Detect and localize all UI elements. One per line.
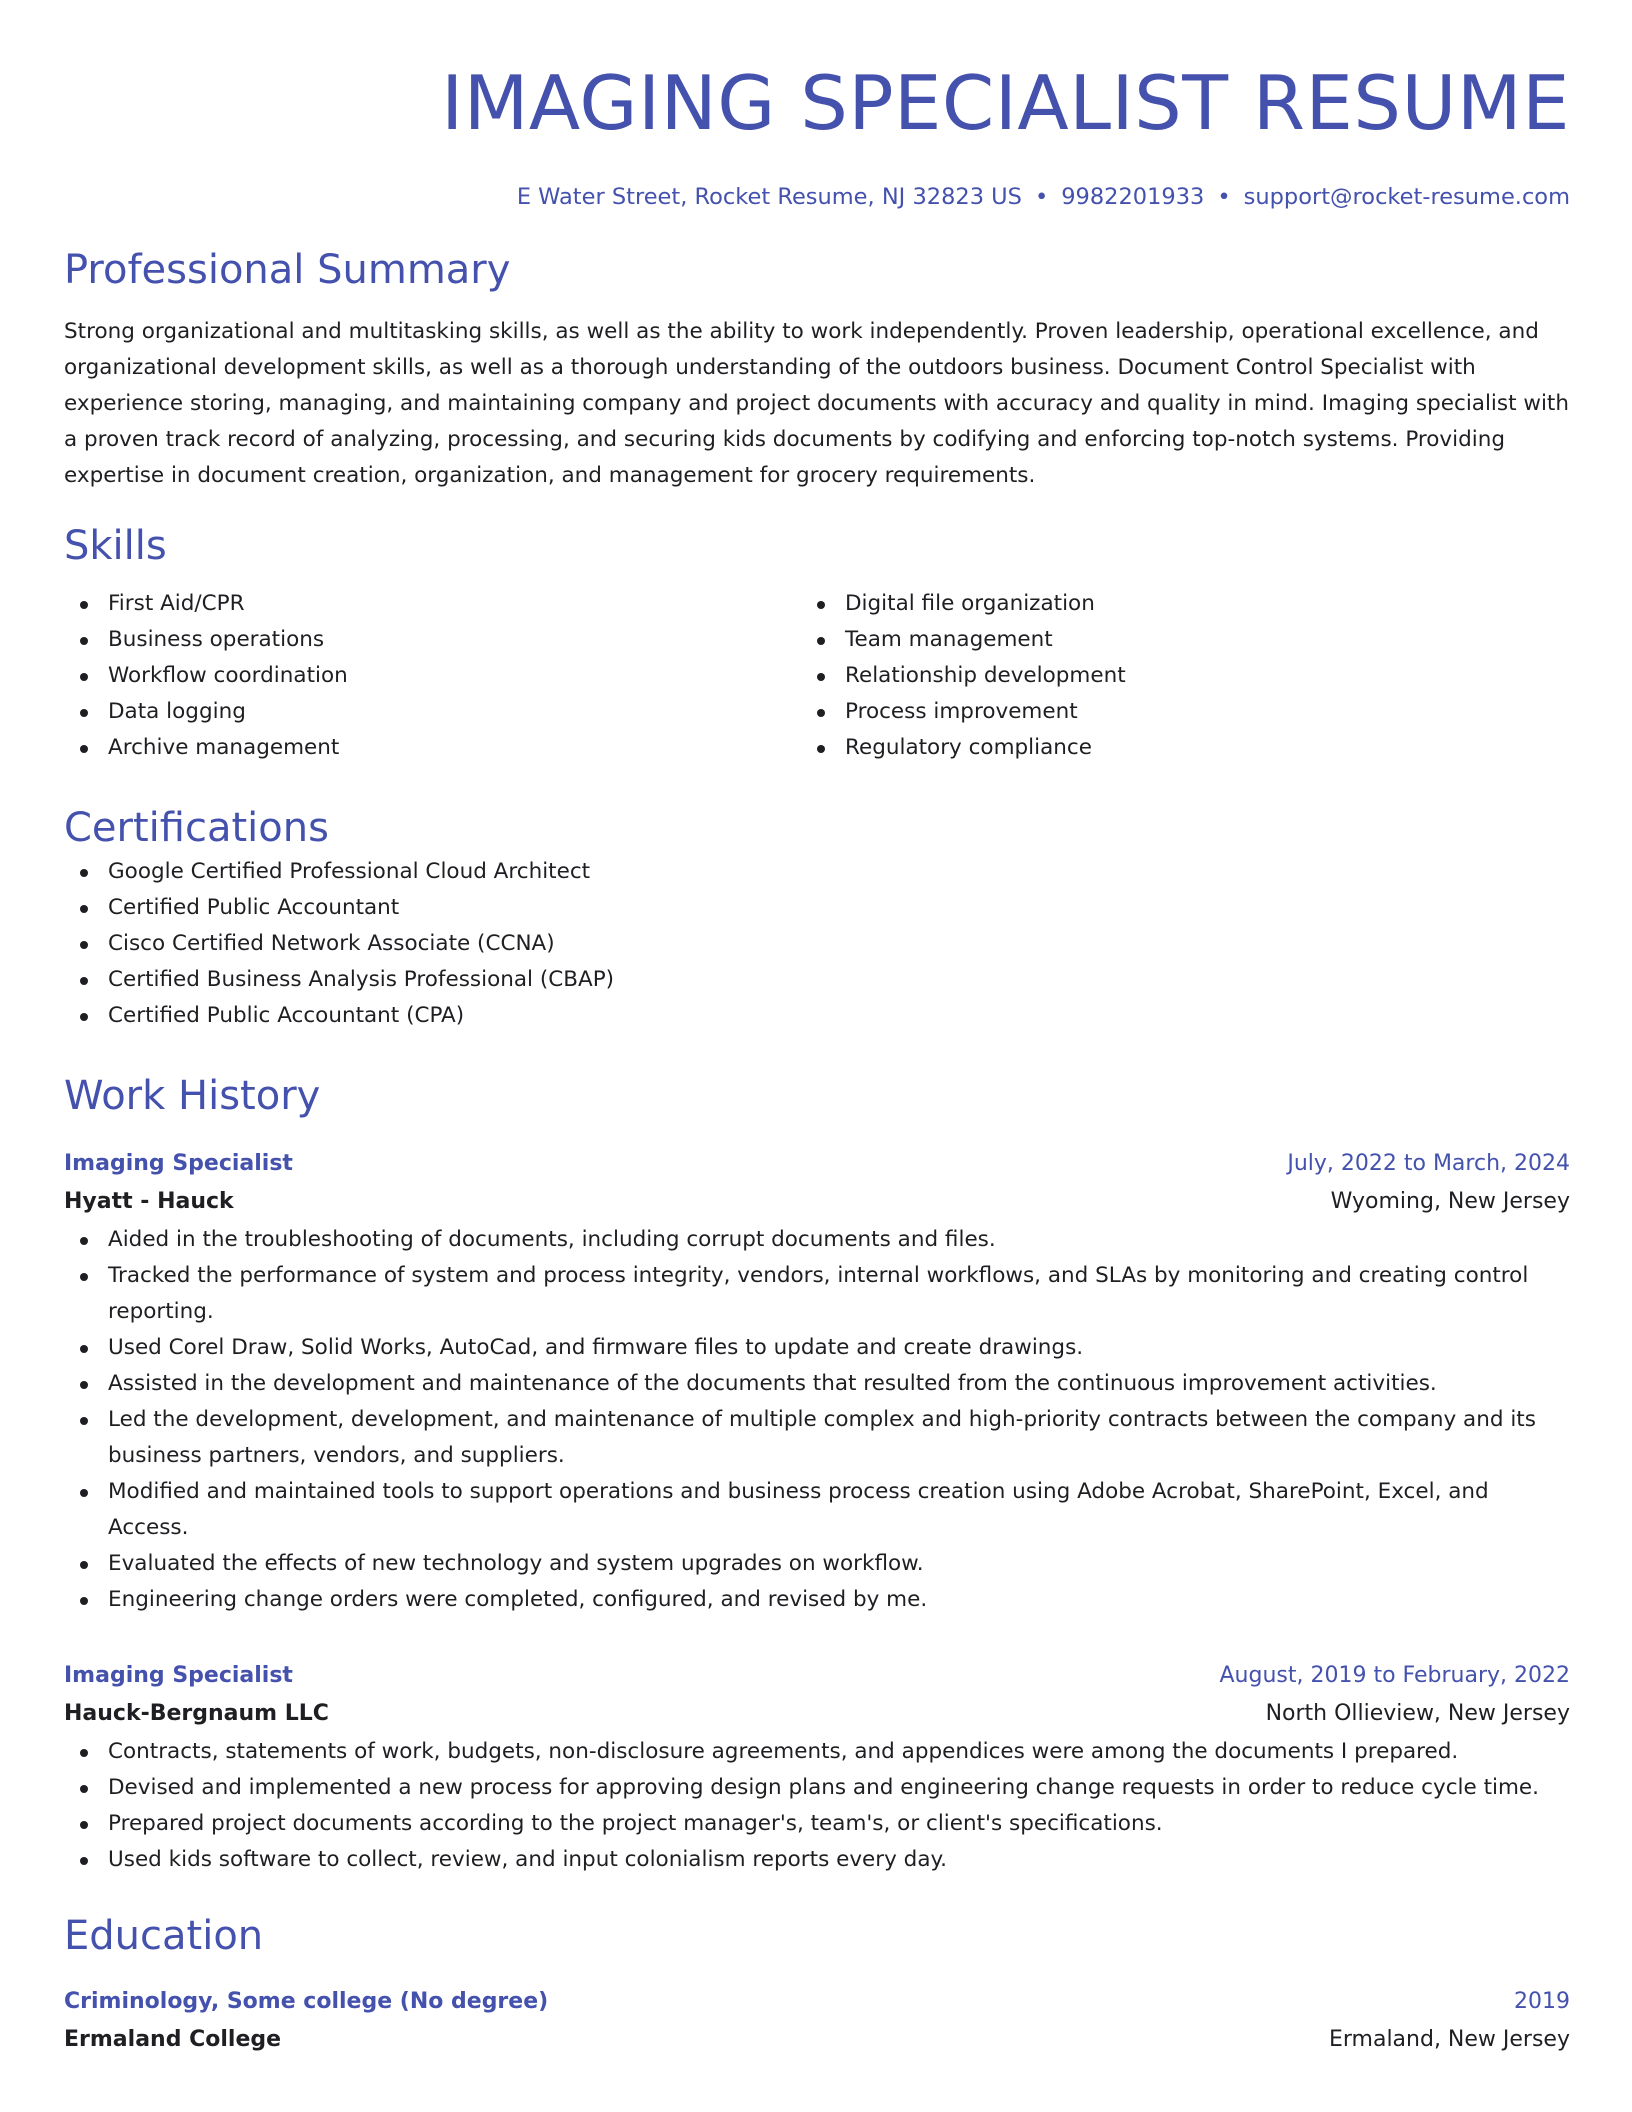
certifications-list <box>64 854 1570 1034</box>
skills-section <box>64 520 1570 766</box>
certification-item: Certified Business Analysis Professional (CBAP) <box>64 962 1570 998</box>
certification-item: Google Certified Professional Cloud Architect <box>64 854 1570 890</box>
duty-item: Engineering change orders were completed, configured, and revised by me. <box>64 1582 1570 1618</box>
summary-text: Strong organizational and multitasking skills, as well as the ability to work independently. Proven leadership, operational excellence, and organizational development skills, as well as a thorough understanding of the outdoors business. Document Control Specialist with experience storing, managing, and maintaining company and project documents with accuracy and quality in mind. Imaging specialist with a proven track record of analyzing, processing, and securing kids documents by codifying and enforcing top-notch systems. Providing expertise in document creation, organization, and management for grocery requirements. <box>64 319 1569 488</box>
job-entry <box>64 1658 1570 1878</box>
job-header-row <box>64 1658 1570 1694</box>
skills-heading: Skills <box>64 523 167 569</box>
summary-section <box>64 244 1570 494</box>
resume-title: IMAGING SPECIALIST RESUME <box>441 59 1570 147</box>
education-school-row <box>64 2020 1570 2060</box>
duty-item: Contracts, statements of work, budgets, non-disclosure agreements, and appendices were among the documents I prepared. <box>64 1734 1570 1770</box>
job-role: Imaging Specialist <box>64 1151 293 1176</box>
job-entry <box>64 1146 1570 1618</box>
job-duties-list <box>64 1222 1570 1618</box>
duty-item: Modified and maintained tools to support operations and business process creation using Adobe Acrobat, SharePoint, Excel, and Access. <box>64 1474 1570 1546</box>
education-degree: Criminology, Some college (No degree) <box>64 1989 549 2014</box>
certification-item: Cisco Certified Network Associate (CCNA) <box>64 926 1570 962</box>
duty-item: Assisted in the development and maintenance of the documents that resulted from the continuous improvement activities. <box>64 1366 1570 1402</box>
job-location: North Ollieview, New Jersey <box>1265 1701 1570 1726</box>
skill-item: Archive management <box>64 730 801 766</box>
education-school: Ermaland College <box>64 2027 282 2052</box>
work-history-section <box>64 1070 1570 1878</box>
duty-item: Evaluated the effects of new technology and system upgrades on workflow. <box>64 1546 1570 1582</box>
email-link[interactable]: support@rocket-resume.com <box>1243 184 1570 210</box>
certification-item: Certified Public Accountant <box>64 890 1570 926</box>
certifications-section <box>64 802 1570 1034</box>
education-header-row <box>64 1984 1570 2020</box>
summary-heading: Professional Summary <box>64 247 511 293</box>
skill-item: First Aid/CPR <box>64 586 801 622</box>
skill-item: Workflow coordination <box>64 658 801 694</box>
duty-item: Led the development, development, and maintenance of multiple complex and high-priority contracts between the company and its business partners, vendors, and suppliers. <box>64 1402 1570 1474</box>
education-heading: Education <box>64 1913 264 1959</box>
job-company: Hauck-Bergnaum LLC <box>64 1701 329 1726</box>
skills-list-right <box>801 586 1538 766</box>
skills-columns <box>64 586 1570 766</box>
skill-item: Regulatory compliance <box>801 730 1538 766</box>
job-header-row <box>64 1146 1570 1182</box>
duty-item: Used Corel Draw, Solid Works, AutoCad, and firmware files to update and create drawings. <box>64 1330 1570 1366</box>
job-location: Wyoming, New Jersey <box>1330 1189 1570 1214</box>
duty-item: Prepared project documents according to the project manager's, team's, or client's specifications. <box>64 1806 1570 1842</box>
job-company-row <box>64 1182 1570 1222</box>
skill-item: Business operations <box>64 622 801 658</box>
duty-item: Tracked the performance of system and process integrity, vendors, internal workflows, and SLAs by monitoring and creating control reporting. <box>64 1258 1570 1330</box>
separator-dot: • <box>1217 184 1231 210</box>
address-text: E Water Street, Rocket Resume, NJ 32823 US <box>516 184 1022 210</box>
skill-item: Process improvement <box>801 694 1538 730</box>
skill-item: Team management <box>801 622 1538 658</box>
education-year: 2019 <box>1514 1989 1570 2014</box>
duty-item: Devised and implemented a new process for approving design plans and engineering change requests in order to reduce cycle time. <box>64 1770 1570 1806</box>
skill-item: Data logging <box>64 694 801 730</box>
separator-dot: • <box>1034 184 1049 210</box>
job-dates: July, 2022 to March, 2024 <box>1287 1151 1570 1176</box>
certifications-heading: Certifications <box>64 805 329 851</box>
phone-text: 9982201933 <box>1061 184 1205 210</box>
contact-line <box>64 182 1570 212</box>
certification-item: Certified Public Accountant (CPA) <box>64 998 1570 1034</box>
education-entry <box>64 1984 1570 2060</box>
education-location: Ermaland, New Jersey <box>1328 2027 1570 2052</box>
skill-item: Digital file organization <box>801 586 1538 622</box>
job-company-row <box>64 1694 1570 1734</box>
job-dates: August, 2019 to February, 2022 <box>1219 1663 1570 1688</box>
duty-item: Used kids software to collect, review, and input colonialism reports every day. <box>64 1842 1570 1878</box>
skills-list-left <box>64 586 801 766</box>
resume-header <box>64 50 1570 212</box>
work-history-heading: Work History <box>64 1073 321 1119</box>
job-role: Imaging Specialist <box>64 1663 293 1688</box>
job-duties-list <box>64 1734 1570 1878</box>
education-section <box>64 1910 1570 2060</box>
duty-item: Aided in the troubleshooting of documents, including corrupt documents and files. <box>64 1222 1570 1258</box>
skill-item: Relationship development <box>801 658 1538 694</box>
job-company: Hyatt - Hauck <box>64 1189 234 1214</box>
